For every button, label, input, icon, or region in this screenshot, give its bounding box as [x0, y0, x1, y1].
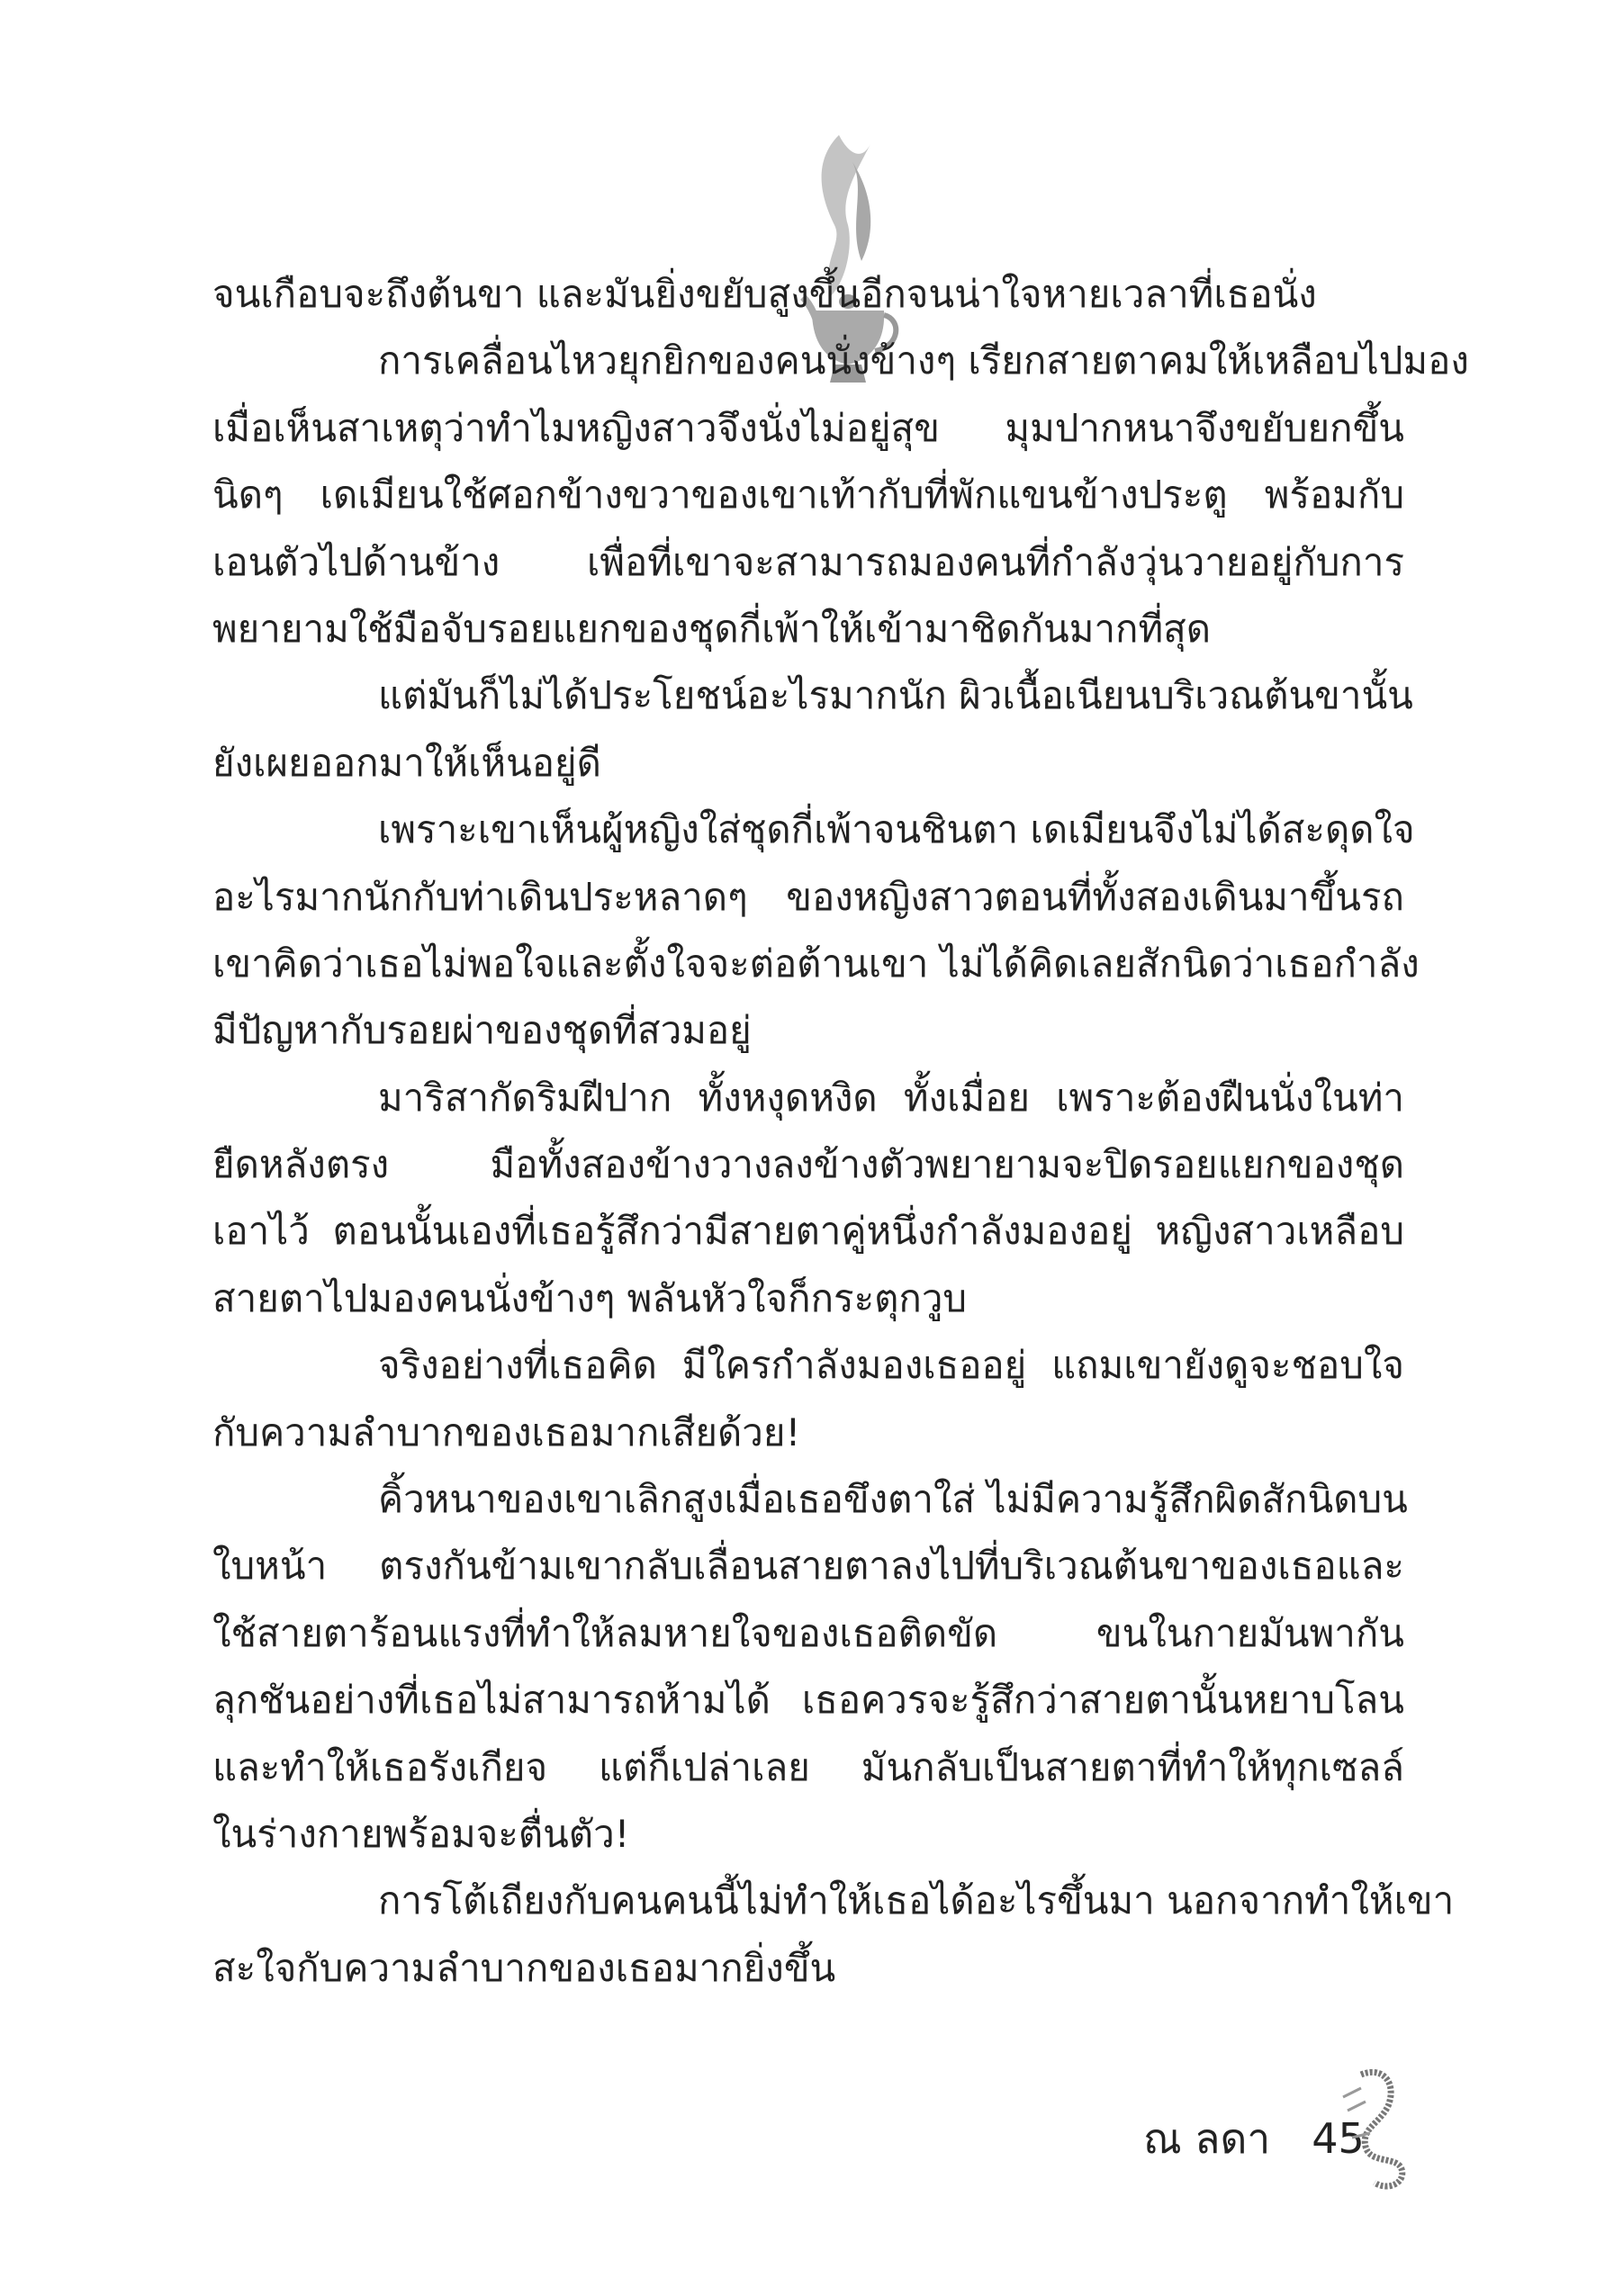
text-line: การเคลื่อนไหวยุกยิกของคนนั่งข้างๆ เรียกสายตาคมให้เหลือบไปมอง: [378, 338, 1469, 383]
text-line: เอาไว้ ตอนนั้นเองที่เธอรู้สึกว่ามีสายตาคู่หนึ่งกำลังมองอยู่ หญิงสาวเหลือบ: [212, 1209, 1404, 1254]
text-line: แต่มันก็ไม่ได้ประโยชน์อะไรมากนัก ผิวเนื้อเนียนบริเวณต้นขานั้น: [378, 673, 1413, 718]
text-line: เพราะเขาเห็นผู้หญิงใส่ชุดกี่เพ้าจนชินตา เดเมียนจึงไม่ได้สะดุดใจ: [378, 807, 1415, 852]
page-footer: [1143, 2106, 1365, 2172]
text-line: ในร่างกายพร้อมจะตื่นตัว!: [212, 1811, 630, 1856]
body-text: [212, 261, 1469, 2002]
text-line: ยืดหลังตรง มือทั้งสองข้างวางลงข้างตัวพยายามจะปิดรอยแยกของชุด: [212, 1142, 1404, 1187]
text-line: จริงอย่างที่เธอคิด มีใครกำลังมองเธออยู่ แถมเขายังดูจะชอบใจ: [378, 1343, 1404, 1388]
text-line: ใช้สายตาร้อนแรงที่ทำให้ลมหายใจของเธอติดขัด ขนในกายมันพากัน: [212, 1610, 1404, 1655]
text-line: จนเกือบจะถึงต้นขา และมันยิ่งขยับสูงขึ้นอีกจนน่าใจหายเวลาที่เธอนั่ง: [212, 272, 1317, 316]
text-line: การโต้เถียงกับคนคนนี้ไม่ทำให้เธอได้อะไรขึ้นมา นอกจากทำให้เขา: [378, 1878, 1455, 1923]
text-line: เขาคิดว่าเธอไม่พอใจและตั้งใจจะต่อต้านเขา ไม่ได้คิดเลยสักนิดว่าเธอกำลัง: [212, 941, 1420, 986]
author-name: ณ ลดา: [1143, 2114, 1271, 2163]
text-line: และทำให้เธอรังเกียจ แต่ก็เปล่าเลย มันกลับเป็นสายตาที่ทำให้ทุกเซลล์: [212, 1744, 1404, 1789]
text-line: นิดๆ เดเมียนใช้ศอกข้างขวาของเขาเท้ากับที่พักแขนข้างประตู พร้อมกับ: [212, 473, 1404, 518]
text-line: ยังเผยออกมาให้เห็นอยู่ดี: [212, 740, 601, 785]
text-line: พยายามใช้มือจับรอยแยกของชุดกี่เพ้าให้เข้ามาชิดกันมากที่สุด: [212, 606, 1212, 651]
text-line: อะไรมากนักกับท่าเดินประหลาดๆ ของหญิงสาวตอนที่ทั้งสองเดินมาขึ้นรถ: [212, 874, 1404, 919]
text-line: สะใจกับความลำบากของเธอมากยิ่งขึ้น: [212, 1945, 836, 1990]
text-line: มีปัญหากับรอยผ่าของชุดที่สวมอยู่: [212, 1008, 752, 1053]
text-line: ใบหน้า ตรงกันข้ามเขากลับเลื่อนสายตาลงไปที่บริเวณต้นขาของเธอและ: [212, 1544, 1404, 1589]
text-line: สายตาไปมองคนนั่งข้างๆ พลันหัวใจก็กระตุกวูบ: [212, 1275, 968, 1320]
text-line: ลุกชันอย่างที่เธอไม่สามารถห้ามได้ เธอควรจะรู้สึกว่าสายตานั้นหยาบโลน: [212, 1678, 1404, 1723]
text-line: คิ้วหนาของเขาเลิกสูงเมื่อเธอขึงตาใส่ ไม่มีความรู้สึกผิดสักนิดบน: [378, 1477, 1408, 1522]
page-number: 45: [1312, 2114, 1365, 2163]
dragon-ornament-icon: [1334, 2066, 1415, 2192]
text-line: มาริสากัดริมฝีปาก ทั้งหงุดหงิด ทั้งเมื่อย เพราะต้องฝืนนั่งในท่า: [378, 1075, 1404, 1120]
text-line: เมื่อเห็นสาเหตุว่าทำไมหญิงสาวจึงนั่งไม่อยู่สุข มุมปากหนาจึงขยับยกขึ้น: [212, 405, 1404, 450]
text-line: กับความลำบากของเธอมากเสียด้วย!: [212, 1409, 801, 1454]
text-line: เอนตัวไปด้านข้าง เพื่อที่เขาจะสามารถมองคนที่กำลังวุ่นวายอยู่กับการ: [212, 539, 1404, 584]
